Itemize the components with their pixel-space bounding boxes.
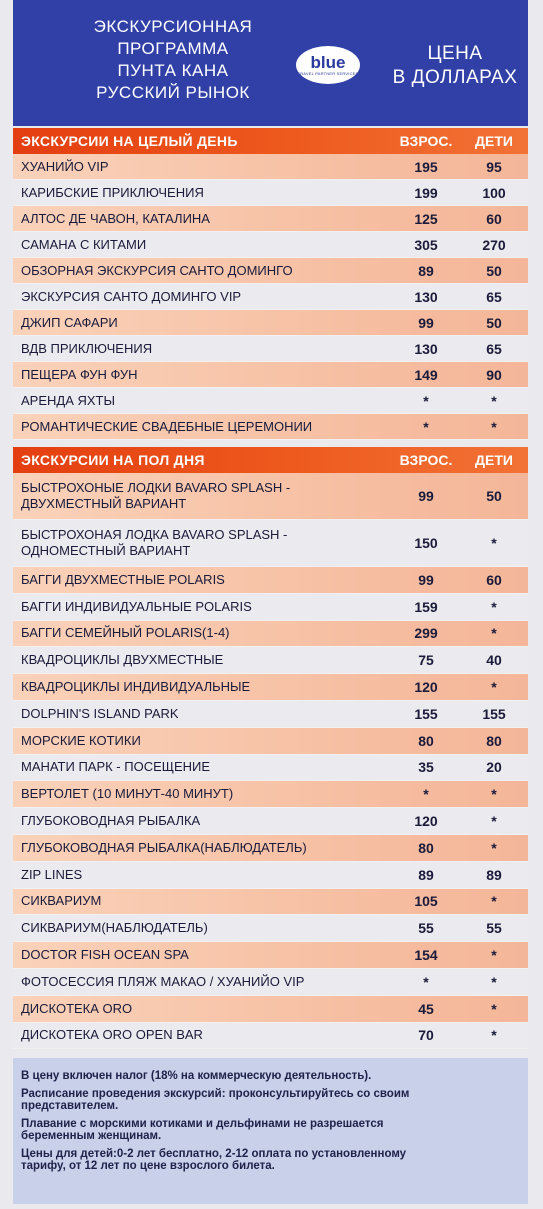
table-row [13, 1023, 528, 1050]
table-row [13, 362, 528, 388]
child-price: 155 [482, 705, 506, 722]
logo-subtitle: TRAVEL PARTNER SERVICES [297, 71, 359, 76]
excursion-name-line: ДЖИП САФАРИ [21, 314, 118, 330]
excursion-name-line: КВАДРОЦИКЛЫ ИНДИВИДУАЛЬНЫЕ [21, 679, 251, 695]
child-price: * [491, 893, 497, 910]
adult-price: 299 [414, 625, 438, 642]
excursion-name-line: БЫСТРОХОНАЯ ЛОДКА BAVARO SPLASH - [21, 527, 288, 542]
child-price: * [491, 679, 497, 696]
table-row [13, 473, 528, 520]
excursion-name [13, 211, 386, 227]
table-row [13, 755, 528, 782]
excursion-name-line: СИКВАРИУМ(НАБЛЮДАТЕЛЬ) [21, 920, 208, 936]
child-price: 80 [486, 732, 502, 749]
adult-price: 80 [418, 732, 434, 749]
excursion-name [13, 263, 386, 279]
child-price: 60 [486, 210, 502, 227]
excursion-name [13, 1027, 386, 1043]
half-day-section [13, 447, 528, 1049]
title-line: ПУНТА КАНА [117, 61, 229, 80]
excursion-name [13, 652, 386, 668]
child-column-header: ДЕТИ [475, 452, 513, 468]
child-price: 95 [486, 158, 502, 175]
excursion-name-line: СИКВАРИУМ [21, 893, 102, 909]
excursion-name [13, 419, 386, 435]
table-row [13, 284, 528, 310]
excursion-name-line: DOCTOR FISH OCEAN SPA [21, 947, 189, 963]
adult-price: 149 [414, 366, 438, 383]
section-title: ЭКСКУРСИИ НА ПОЛ ДНЯ [21, 452, 205, 468]
excursion-name-line: АЛТОС ДЕ ЧАВОН, КАТАЛИНА [21, 210, 210, 226]
excursion-name [13, 893, 386, 909]
adult-price: 150 [414, 535, 438, 551]
table-row [13, 915, 528, 942]
adult-price: 99 [418, 314, 434, 331]
excursion-name-line: БЫСТРОХОНЫЕ ЛОДКИ BAVARO SPLASH - [21, 480, 291, 495]
adult-price: 154 [414, 947, 438, 964]
adult-price: 55 [418, 920, 434, 937]
section-header [13, 447, 528, 473]
table-row [13, 180, 528, 206]
child-price: * [491, 418, 497, 435]
table-row [13, 414, 528, 440]
table-row [13, 520, 528, 567]
table-row [13, 889, 528, 916]
section-header [13, 128, 528, 154]
note-line: Плавание с морскими котиками и дельфинами не разрешается [21, 1118, 384, 1130]
full-day-section [13, 128, 528, 440]
child-price: 100 [482, 184, 506, 201]
child-price: * [491, 786, 497, 803]
note-line: представителем. [21, 1100, 119, 1112]
child-price: * [491, 1000, 497, 1017]
child-price: 50 [486, 262, 502, 279]
excursion-name [13, 759, 386, 775]
adult-price: 305 [414, 236, 438, 253]
note-line: беременным женщинам. [21, 1130, 162, 1142]
excursion-name-line: ГЛУБОКОВОДНАЯ РЫБАЛКА [21, 813, 201, 829]
excursion-name-line: ДИСКОТЕКА ORO [21, 1000, 133, 1016]
table-row [13, 808, 528, 835]
price-title [385, 42, 525, 90]
adult-column-header: ВЗРОС. [399, 452, 453, 468]
excursion-name [13, 185, 386, 201]
table-row [13, 310, 528, 336]
note-line: Расписание проведения экскурсий: проконсультируйтесь со своим [21, 1088, 410, 1100]
child-price: * [491, 1027, 497, 1044]
excursion-name-line: ВДВ ПРИКЛЮЧЕНИЯ [21, 340, 153, 356]
note-line: В цену включен налог (18% на коммерческую деятельность). [21, 1070, 372, 1082]
excursion-name-line: ВЕРТОЛЕТ (10 МИНУТ-40 МИНУТ) [21, 786, 234, 802]
table-row [13, 154, 528, 180]
excursion-name [13, 706, 386, 722]
excursion-name [13, 625, 386, 641]
section-title: ЭКСКУРСИИ НА ЦЕЛЫЙ ДЕНЬ [21, 133, 238, 149]
table-row [13, 942, 528, 969]
excursion-name [13, 786, 386, 802]
excursion-name-line: ГЛУБОКОВОДНАЯ РЫБАЛКА(НАБЛЮДАТЕЛЬ) [21, 839, 307, 855]
excursion-name-line: DOLPHIN'S ISLAND PARK [21, 705, 179, 721]
adult-price: 45 [418, 1000, 434, 1017]
notes-box [13, 1058, 528, 1204]
child-price: * [491, 839, 497, 856]
child-price: * [491, 973, 497, 990]
table-row [13, 862, 528, 889]
excursion-name [13, 733, 386, 749]
child-price: 89 [486, 866, 502, 883]
excursion-name [13, 289, 386, 305]
excursion-name-line: РОМАНТИЧЕСКИЕ СВАДЕБНЫЕ ЦЕРЕМОНИИ [21, 418, 313, 434]
excursion-name [13, 920, 386, 936]
excursion-name-line: МОРСКИЕ КОТИКИ [21, 732, 141, 748]
excursion-name-line: ХУАНИЙО VIP [21, 158, 109, 174]
table-row [13, 701, 528, 728]
excursion-name [13, 840, 386, 856]
excursion-name [13, 974, 386, 990]
table-row [13, 567, 528, 594]
adult-price: 99 [418, 571, 434, 588]
excursion-name-line: БАГГИ СЕМЕЙНЫЙ POLARIS(1-4) [21, 625, 230, 641]
price-title-line: ЦЕНА [427, 43, 483, 64]
table-row [13, 258, 528, 284]
table-row [13, 969, 528, 996]
table-row [13, 781, 528, 808]
title-line: ЭКСКУРСИОННАЯ [93, 17, 253, 36]
excursion-name [13, 813, 386, 829]
adult-price: 130 [414, 288, 438, 305]
excursion-list [13, 473, 528, 1049]
excursion-name [13, 947, 386, 963]
table-row [13, 728, 528, 755]
adult-price: 130 [414, 340, 438, 357]
child-price: 60 [486, 571, 502, 588]
excursion-name-line: БАГГИ ДВУХМЕСТНЫЕ POLARIS [21, 571, 225, 587]
excursion-name-line: ZIP LINES [21, 866, 83, 882]
child-price: * [491, 535, 497, 551]
excursion-name [13, 480, 386, 512]
child-price: 65 [486, 288, 502, 305]
title-line: ПРОГРАММА [117, 39, 229, 58]
child-price: 65 [486, 340, 502, 357]
excursion-name [13, 527, 386, 559]
adult-price: * [423, 392, 429, 409]
adult-price: * [423, 973, 429, 990]
adult-price: 75 [418, 652, 434, 669]
excursion-name [13, 393, 386, 409]
table-row [13, 232, 528, 258]
table-row [13, 674, 528, 701]
excursion-name [13, 572, 386, 588]
excursion-list [13, 154, 528, 440]
adult-price: 195 [414, 158, 438, 175]
adult-price: 89 [418, 866, 434, 883]
adult-price: 80 [418, 839, 434, 856]
table-row [13, 647, 528, 674]
adult-price: 70 [418, 1027, 434, 1044]
excursion-name [13, 367, 386, 383]
excursion-name [13, 315, 386, 331]
table-row [13, 996, 528, 1023]
excursion-name-line: БАГГИ ИНДИВИДУАЛЬНЫЕ POLARIS [21, 598, 252, 614]
child-price: 90 [486, 366, 502, 383]
child-price: * [491, 947, 497, 964]
adult-price: 105 [414, 893, 438, 910]
child-price: 55 [486, 920, 502, 937]
child-price: * [491, 625, 497, 642]
adult-price: 99 [418, 488, 434, 504]
excursion-name-line: ДВУХМЕСТНЫЙ ВАРИАНТ [21, 496, 187, 511]
title-line: РУССКИЙ РЫНОК [96, 83, 250, 102]
child-column-header: ДЕТИ [475, 133, 513, 149]
child-price: * [491, 392, 497, 409]
table-row [13, 336, 528, 362]
adult-price: * [423, 418, 429, 435]
excursion-name-line: САМАНА С КИТАМИ [21, 236, 147, 252]
adult-price: 120 [414, 679, 438, 696]
excursion-name [13, 1001, 386, 1017]
blue-logo [296, 46, 360, 84]
child-price: 50 [486, 488, 502, 504]
excursion-name-line: ПЕЩЕРА ФУН ФУН [21, 366, 138, 382]
excursion-name-line: ОБЗОРНАЯ ЭКСКУРСИЯ САНТО ДОМИНГО [21, 262, 293, 278]
adult-price: 199 [414, 184, 438, 201]
adult-price: 155 [414, 705, 438, 722]
child-price: * [491, 813, 497, 830]
adult-price: 120 [414, 813, 438, 830]
table-row [13, 594, 528, 621]
excursion-name [13, 237, 386, 253]
excursion-name [13, 679, 386, 695]
note-line: тарифу, от 12 лет по цене взрослого билета. [21, 1160, 275, 1172]
adult-price: 125 [414, 210, 438, 227]
note-line: Цены для детей:0-2 лет бесплатно, 2-12 оплата по установленному [21, 1148, 407, 1160]
table-row [13, 388, 528, 414]
header [13, 0, 528, 126]
price-title-line: В ДОЛЛАРАХ [392, 67, 518, 88]
program-title [53, 16, 293, 104]
excursion-name-line: ЭКСКУРСИЯ САНТО ДОМИНГО VIP [21, 288, 242, 304]
logo-text: blue [310, 53, 346, 72]
child-price: 20 [486, 759, 502, 776]
excursion-name-line: ОДНОМЕСТНЫЙ ВАРИАНТ [21, 543, 191, 558]
adult-column-header: ВЗРОС. [399, 133, 453, 149]
excursion-name [13, 341, 386, 357]
excursion-name [13, 159, 386, 175]
adult-price: 89 [418, 262, 434, 279]
excursion-name-line: ДИСКОТЕКА ORO OPEN BAR [21, 1027, 203, 1043]
child-price: 270 [482, 236, 506, 253]
child-price: 50 [486, 314, 502, 331]
adult-price: 35 [418, 759, 434, 776]
excursion-name-line: КВАДРОЦИКЛЫ ДВУХМЕСТНЫЕ [21, 652, 224, 668]
child-price: * [491, 598, 497, 615]
excursion-name-line: АРЕНДА ЯХТЫ [21, 392, 115, 408]
excursion-name-line: ФОТОСЕССИЯ ПЛЯЖ МАКАО / ХУАНИЙО VIP [21, 973, 305, 989]
adult-price: 159 [414, 598, 438, 615]
excursion-name [13, 867, 386, 883]
excursion-name-line: МАНАТИ ПАРК - ПОСЕЩЕНИЕ [21, 759, 211, 775]
table-row [13, 835, 528, 862]
excursion-name-line: КАРИБСКИЕ ПРИКЛЮЧЕНИЯ [21, 184, 204, 200]
table-row [13, 206, 528, 232]
table-row [13, 621, 528, 648]
child-price: 40 [486, 652, 502, 669]
adult-price: * [423, 786, 429, 803]
excursion-name [13, 599, 386, 615]
